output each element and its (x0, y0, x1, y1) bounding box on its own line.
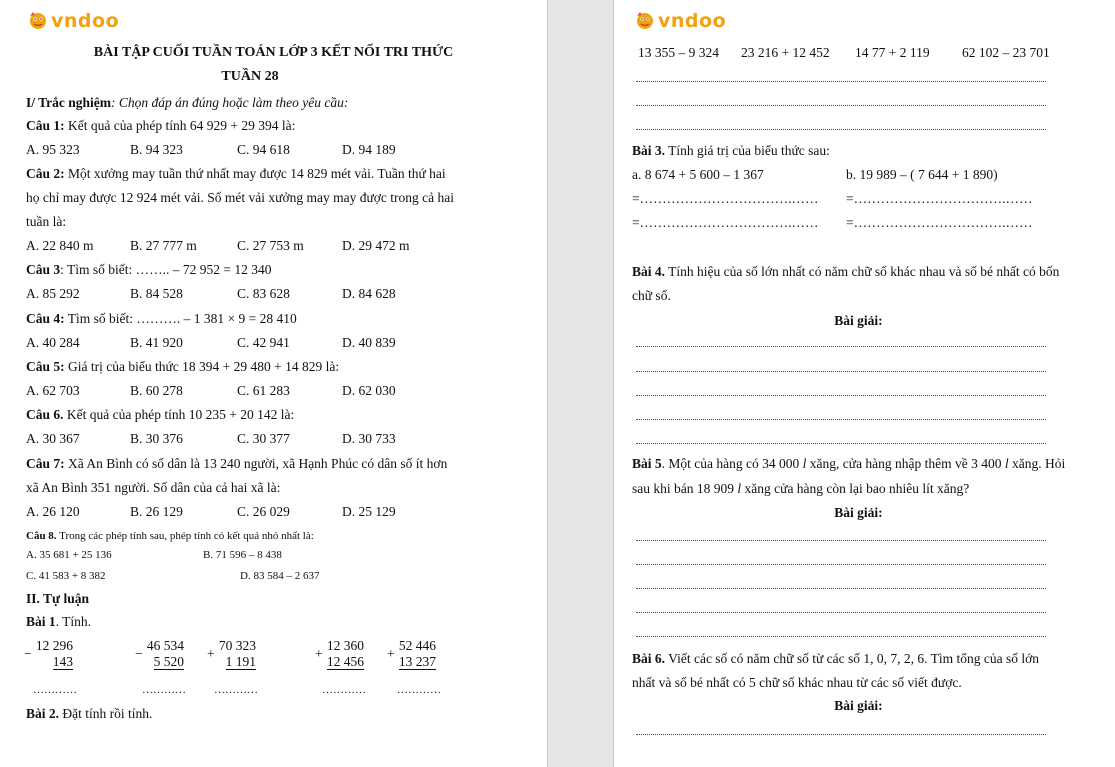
calc-2-bottom: 5 520 (153, 654, 184, 669)
question-3 (26, 262, 272, 278)
calc-1-bottom: 143 (52, 654, 73, 669)
bai3-text: Tính giá trị của biểu thức sau: (665, 143, 830, 158)
bai5-solution-heading: Bài giải: (834, 505, 883, 520)
q1-option-b: B. 94 323 (130, 142, 183, 157)
calc-3-sign: + (207, 646, 215, 661)
answer-line (636, 370, 1046, 372)
calc-2-answer: ………… (142, 684, 186, 696)
question-2-label: Câu 2: (26, 166, 65, 181)
bai6-label: Bài 6. (632, 651, 666, 666)
bai4-solution-heading: Bài giải: (834, 313, 883, 328)
q1-option-d: D. 94 189 (342, 142, 396, 157)
calc-2-sign: − (135, 646, 143, 661)
q6-option-d: D. 30 733 (342, 431, 396, 446)
worksheet-title: BÀI TẬP CUỐI TUẦN TOÁN LỚP 3 KẾT NỐI TRI THỨC (93, 45, 454, 60)
answer-line (636, 635, 1046, 637)
q5-option-a: A. 62 703 (26, 383, 80, 398)
bai1-text: . Tính. (55, 614, 92, 629)
q2-option-c: C. 27 753 m (237, 238, 304, 253)
answer-line (636, 128, 1046, 130)
bai3-a-line-1: =…………………………….…… (632, 191, 819, 206)
q6-option-c: C. 30 377 (237, 431, 290, 446)
q2-option-b: B. 27 777 m (130, 238, 197, 253)
calc-2 (135, 638, 184, 670)
bai5-text-a: . Một của hàng có 34 000 (661, 456, 803, 471)
q6-option-a: A. 30 367 (26, 431, 80, 446)
calc-1-answer: ………… (33, 684, 77, 696)
question-1-text: Kết quả của phép tính 64 929 + 29 394 là: (64, 118, 296, 133)
bai4-line1 (632, 264, 1059, 280)
bai2-heading (26, 706, 152, 722)
bai5-line2 (632, 481, 969, 497)
q7-option-d: D. 25 129 (342, 504, 396, 519)
answer-line (636, 104, 1046, 106)
unit-liter: l (737, 481, 742, 496)
section1-label: I/ Trắc nghiệm (26, 95, 112, 110)
vndoc-logo (27, 10, 119, 32)
bai4-line2: chữ số. (632, 288, 671, 303)
bai5-text-b: xăng, cửa hàng nhập thêm về 3 400 (806, 456, 1005, 471)
logo-wordmark-2: vndoo (658, 10, 727, 32)
question-7 (26, 456, 447, 472)
calc-4 (315, 638, 364, 670)
q3-option-a: A. 85 292 (26, 286, 80, 301)
logo-wordmark: vndoo (51, 10, 120, 32)
bai3-part-b: b. 19 989 – ( 7 644 + 1 890) (846, 167, 998, 182)
bai5-text-d: sau khi bán 18 909 (632, 481, 738, 496)
bai5-text-e: xăng cửa hàng còn lại bao nhiêu lít xăng? (741, 481, 970, 496)
vndoc-logo-2 (634, 10, 726, 32)
question-3-text: : Tìm số biết: …….. – 72 952 = 12 340 (60, 262, 272, 277)
q1-option-a: A. 95 323 (26, 142, 80, 157)
bai2-text: Đặt tính rồi tính. (59, 706, 153, 721)
answer-line (636, 394, 1046, 396)
answer-line (636, 733, 1046, 735)
q2-option-d: D. 29 472 m (342, 238, 410, 253)
q5-option-b: B. 60 278 (130, 383, 183, 398)
question-5-text: Giá trị của biểu thức 18 394 + 29 480 + 14 829 là: (64, 359, 340, 374)
calc-5-sign: + (387, 646, 395, 661)
q4-option-d: D. 40 839 (342, 335, 396, 350)
bai2-expr-4: 62 102 – 23 701 (962, 45, 1050, 60)
bai3-b-line-2: =…………………………….…… (846, 215, 1033, 230)
q8-option-b: B. 71 596 – 8 438 (203, 549, 282, 561)
bai6-text: Viết các số có năm chữ số từ các số 1, 0, 7, 2, 6. Tìm tổng của số lớn (665, 651, 1040, 666)
calc-1 (24, 638, 73, 670)
bai6-line1 (632, 651, 1039, 667)
question-3-label: Câu 3 (26, 262, 61, 277)
question-4 (26, 311, 297, 327)
question-8-label: Câu 8. (26, 530, 57, 542)
bai2-expr-3: 14 77 + 2 119 (855, 45, 930, 60)
calc-1-sign: − (24, 646, 32, 661)
bai3-label: Bài 3. (632, 143, 666, 158)
answer-line (636, 80, 1046, 82)
calc-5 (387, 638, 436, 670)
section1-heading (26, 95, 348, 111)
bai2-label: Bài 2. (26, 706, 60, 721)
q5-option-c: C. 61 283 (237, 383, 290, 398)
q8-option-a: A. 35 681 + 25 136 (26, 549, 112, 561)
question-7-line1: Xã An Bình có số dân là 13 240 người, xã Hạnh Phúc có dân số ít hơn (64, 456, 448, 471)
calc-4-sign: + (315, 646, 323, 661)
question-8 (26, 529, 314, 543)
bai3-a-line-2: =…………………………….…… (632, 215, 819, 230)
question-7-label: Câu 7: (26, 456, 65, 471)
question-1 (26, 118, 295, 134)
week-label: TUẦN 28 (221, 69, 279, 84)
bai4-label: Bài 4. (632, 264, 666, 279)
bai2-expr-1: 13 355 – 9 324 (638, 45, 719, 60)
question-6-label: Câu 6. (26, 407, 64, 422)
question-5-label: Câu 5: (26, 359, 65, 374)
q1-option-c: C. 94 618 (237, 142, 290, 157)
page-gap (547, 0, 614, 767)
q8-option-c: C. 41 583 + 8 382 (26, 570, 106, 582)
q7-option-a: A. 26 120 (26, 504, 80, 519)
bai3-part-a: a. 8 674 + 5 600 – 1 367 (632, 167, 764, 182)
calc-3-top: 70 323 (218, 638, 256, 653)
q7-option-b: B. 26 129 (130, 504, 183, 519)
q7-option-c: C. 26 029 (237, 504, 290, 519)
question-2-line3: tuần là: (26, 214, 67, 229)
q6-option-b: B. 30 376 (130, 431, 183, 446)
q3-option-c: C. 83 628 (237, 286, 290, 301)
calc-4-bottom: 12 456 (326, 654, 364, 669)
document-page-1 (0, 0, 547, 767)
bai4-text: Tính hiệu của số lớn nhất có năm chữ số khác nhau và số bé nhất có bốn (665, 264, 1060, 279)
q3-option-d: D. 84 628 (342, 286, 396, 301)
q3-option-b: B. 84 528 (130, 286, 183, 301)
document-page-2 (614, 0, 1115, 767)
answer-line (636, 587, 1046, 589)
q8-option-d: D. 83 584 – 2 637 (240, 570, 320, 582)
bai5-label: Bài 5 (632, 456, 662, 471)
bai3-heading (632, 143, 830, 159)
calc-3-bottom: 1 191 (225, 654, 256, 669)
answer-line (636, 611, 1046, 613)
q2-option-a: A. 22 840 m (26, 238, 94, 253)
bai6-line2: nhất và số bé nhất có 5 chữ số khác nhau từ các số viết được. (632, 675, 962, 690)
answer-line (636, 345, 1046, 347)
bai1-heading (26, 614, 91, 630)
question-7-line2: xã An Bình 351 người. Số dân của cả hai xã là: (26, 480, 281, 495)
question-8-text: Trong các phép tính sau, phép tính có kết quả nhỏ nhất là: (56, 530, 314, 542)
calc-2-top: 46 534 (146, 638, 184, 653)
question-5 (26, 359, 339, 375)
calc-5-bottom: 13 237 (398, 654, 436, 669)
answer-line (636, 539, 1046, 541)
question-2 (26, 166, 446, 182)
unit-liter: l (802, 456, 807, 471)
calc-4-answer: ………… (322, 684, 366, 696)
bai5-text-c: xăng. Hỏi (1008, 456, 1066, 471)
question-4-label: Câu 4: (26, 311, 65, 326)
calc-3 (207, 638, 256, 670)
question-2-line1: Một xưởng may tuần thứ nhất may được 14 829 mét vải. Tuần thứ hai (64, 166, 446, 181)
question-2-line2: họ chỉ may được 12 924 mét vải. Số mét vải xưởng may may được trong cả hai (26, 190, 455, 205)
calc-4-top: 12 360 (326, 638, 364, 653)
question-6 (26, 407, 294, 423)
calc-5-answer: ………… (397, 684, 441, 696)
q4-option-a: A. 40 284 (26, 335, 80, 350)
calc-5-top: 52 446 (398, 638, 436, 653)
answer-line (636, 563, 1046, 565)
answer-line (636, 418, 1046, 420)
q5-option-d: D. 62 030 (342, 383, 396, 398)
bai6-solution-heading: Bài giải: (834, 698, 883, 713)
bai5-line1 (632, 456, 1065, 472)
logo-mascot-icon (634, 10, 656, 32)
bai1-label: Bài 1 (26, 614, 56, 629)
unit-liter: l (1004, 456, 1009, 471)
section2-heading: II. Tự luận (26, 591, 90, 606)
calc-1-top: 12 296 (35, 638, 73, 653)
logo-mascot-icon (27, 10, 49, 32)
question-4-text: Tìm số biết: ………. – 1 381 × 9 = 28 410 (64, 311, 297, 326)
question-6-text: Kết quả của phép tính 10 235 + 20 142 là: (63, 407, 295, 422)
bai3-b-line-1: =…………………………….…… (846, 191, 1033, 206)
answer-line (636, 442, 1046, 444)
q4-option-c: C. 42 941 (237, 335, 290, 350)
calc-3-answer: ………… (214, 684, 258, 696)
q4-option-b: B. 41 920 (130, 335, 183, 350)
question-1-label: Câu 1: (26, 118, 65, 133)
bai2-expr-2: 23 216 + 12 452 (741, 45, 830, 60)
section1-instruction: : Chọn đáp án đúng hoặc làm theo yêu cầu: (111, 95, 349, 110)
